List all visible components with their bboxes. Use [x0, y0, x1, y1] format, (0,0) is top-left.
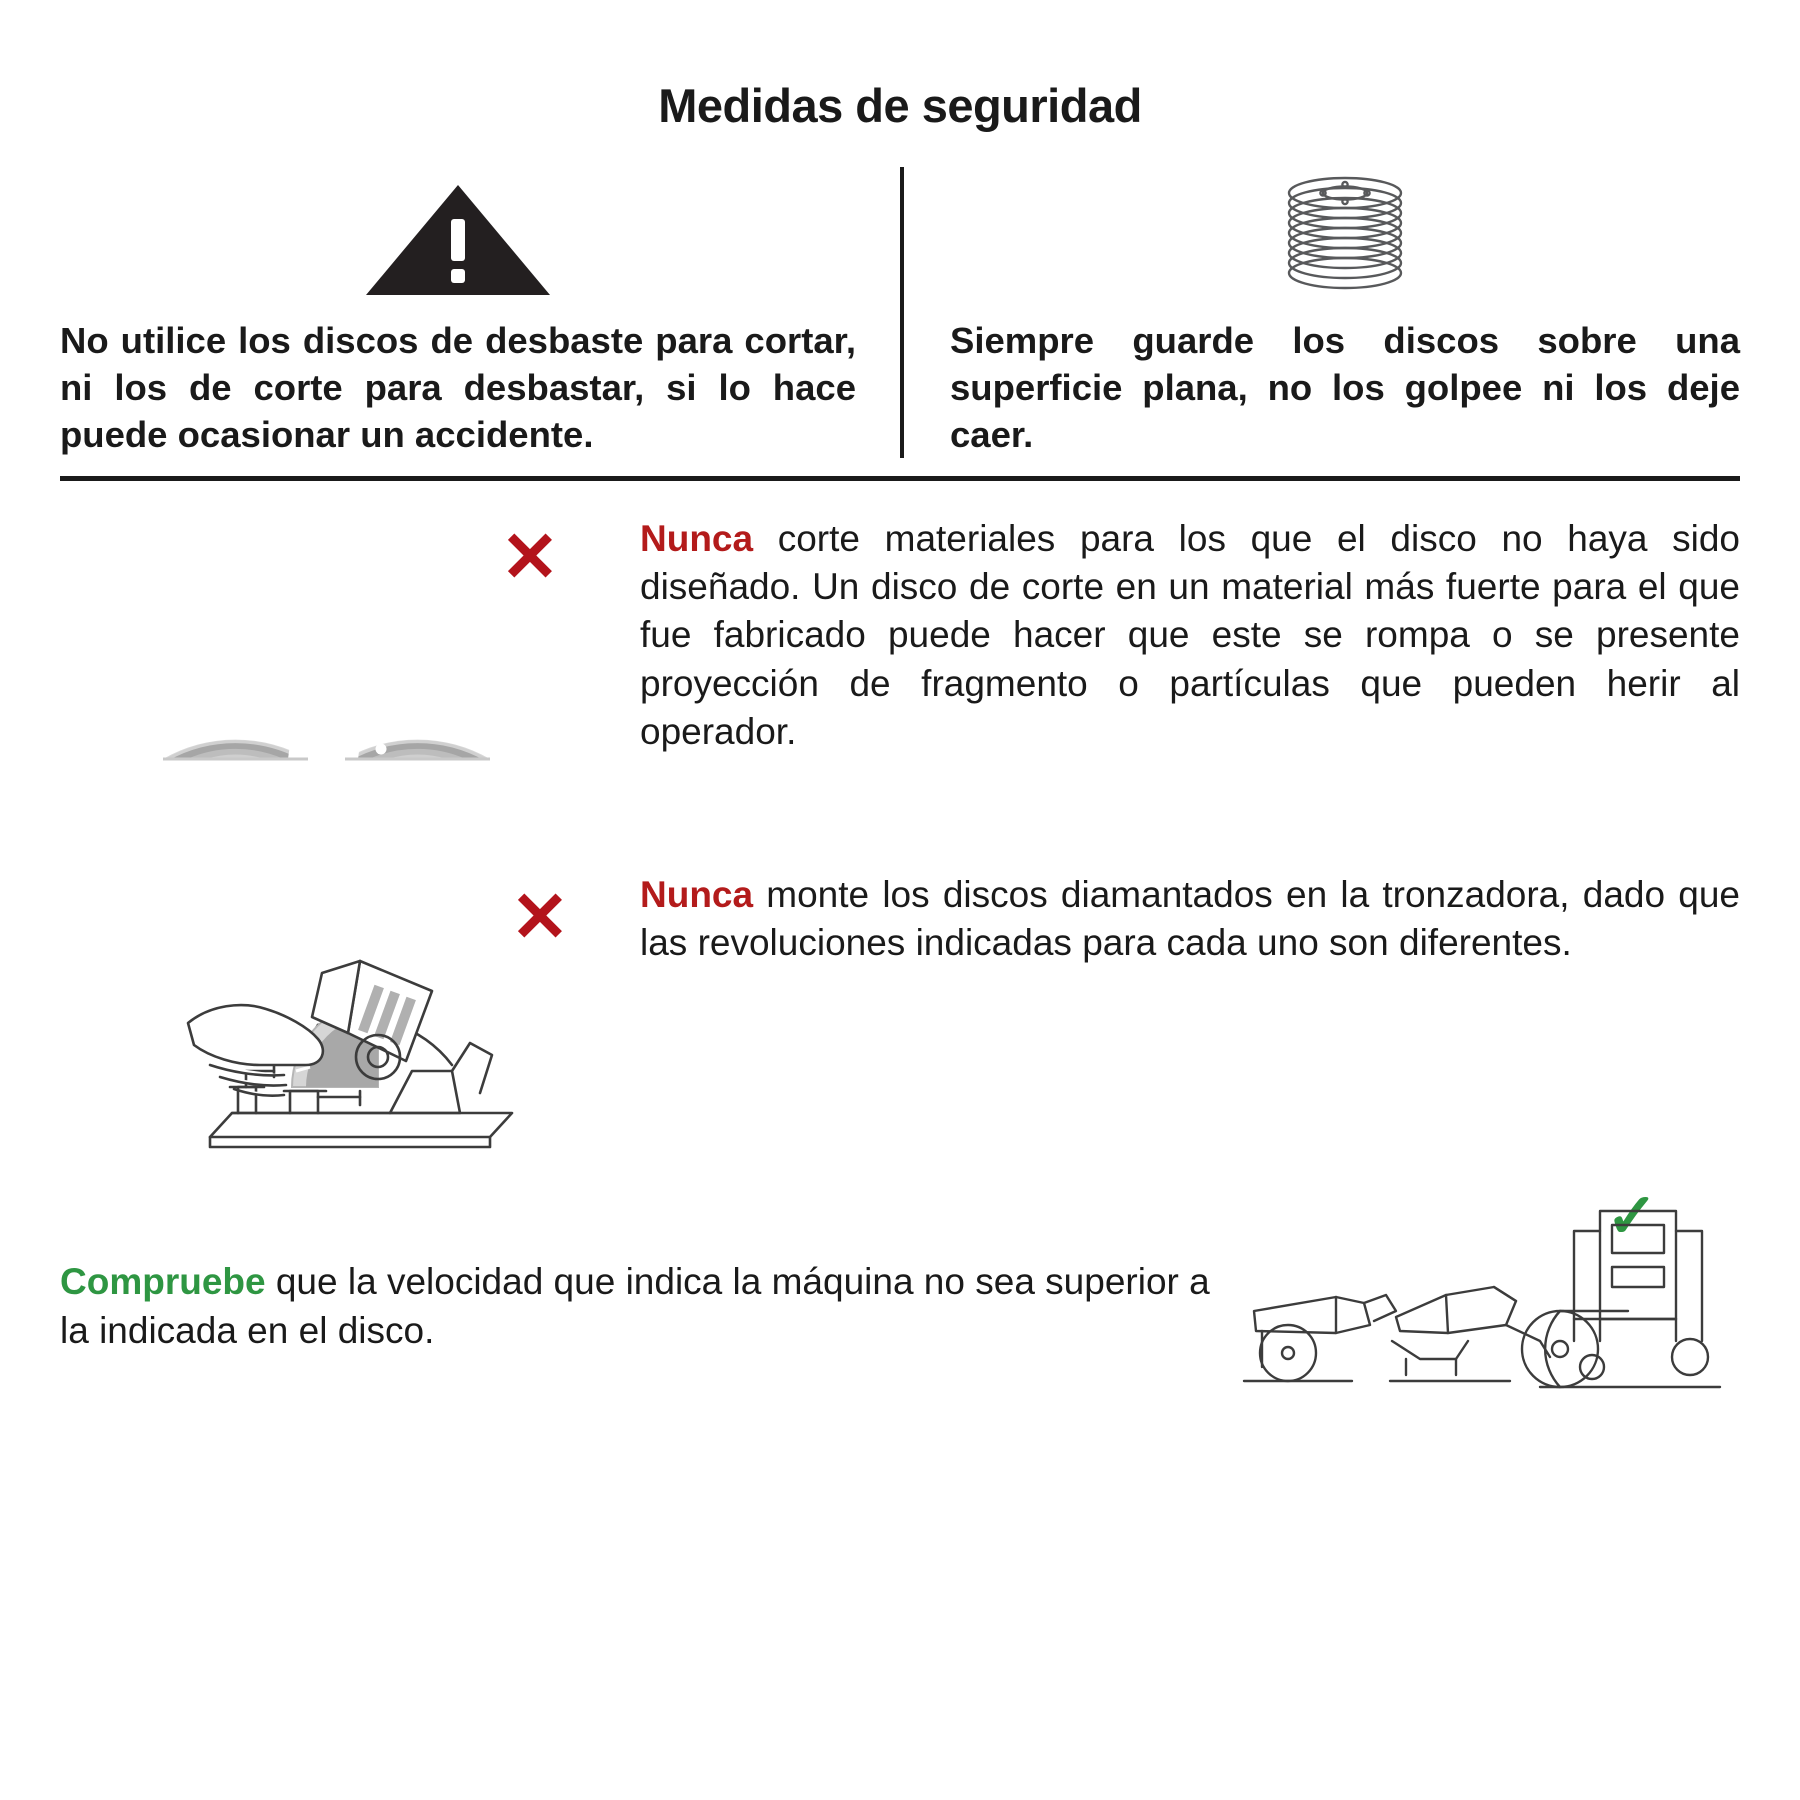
- keyword-compruebe: Compruebe: [60, 1260, 266, 1302]
- warning-triangle-icon: [363, 179, 553, 299]
- page-title: Medidas de seguridad: [658, 79, 1142, 132]
- machines-illustration: [1240, 1191, 1740, 1421]
- middle-row-broken-blade: [60, 509, 1740, 839]
- top-warning-block: [60, 167, 1740, 458]
- middle-body-1: corte materiales para los que el disco no haya sido diseñado. Un disco de corte en un material más fuerte para el que fue fabricado puede hacer que este se rompa o se presente proyección de fragmento o partículas que pueden herir al operador.: [640, 518, 1740, 752]
- broken-diamond-blade-illustration: [60, 509, 640, 839]
- svg-text:✕: ✕: [500, 518, 560, 597]
- stacked-discs-icon: [1270, 169, 1420, 299]
- bottom-body: que la velocidad que indica la máquina no sea superior a la indicada en el disco.: [60, 1260, 1210, 1352]
- svg-text:✓: ✓: [1606, 1191, 1658, 1252]
- bottom-row-check-speed: [60, 1191, 1740, 1421]
- section-divider: [60, 476, 1740, 481]
- angle-grinder-icon: [1244, 1295, 1396, 1381]
- top-left-text: No utilice los discos de desbaste para cortar, ni los de corte para desbastar, si lo hace puede ocasionar un accidente.: [60, 320, 856, 456]
- svg-text:✕: ✕: [510, 878, 570, 957]
- middle-row-chop-saw: [60, 865, 1740, 1165]
- middle-text-2: [640, 865, 1740, 967]
- top-right-column: [900, 167, 1740, 458]
- middle-body-2: monte los discos diamantados en la tronzadora, dado que las revoluciones indicadas para cada uno son diferentes.: [640, 874, 1740, 964]
- keyword-nunca-2: Nunca: [640, 874, 754, 916]
- chop-saw-illustration: [60, 865, 640, 1165]
- bottom-text: [60, 1257, 1240, 1356]
- top-right-text: Siempre guarde los discos sobre una superficie plana, no los golpee ni los deje caer.: [950, 320, 1740, 456]
- middle-text-1: [640, 509, 1740, 755]
- keyword-nunca-1: Nunca: [640, 518, 754, 560]
- stacked-discs-icon-row: [950, 167, 1740, 299]
- warning-triangle-icon-row: [60, 167, 856, 299]
- top-left-column: [60, 167, 900, 458]
